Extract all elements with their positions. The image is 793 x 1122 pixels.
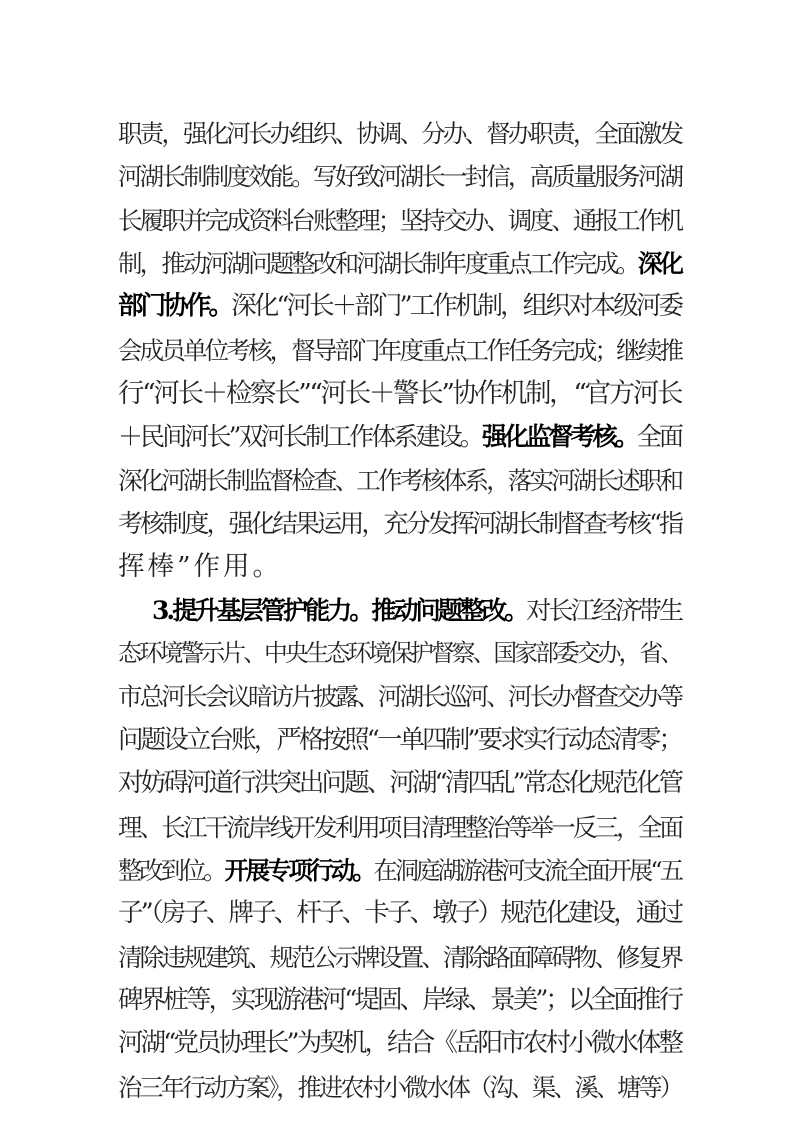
bold-heading-text: 深化 [637,249,682,279]
text-line [118,415,681,458]
body-text: 全面 [636,422,681,452]
text-line [118,242,681,285]
body-text: 制，推动河湖问题整改和河湖长制年度重点工作完成。 [118,249,638,279]
body-text: 职责，强化河长办组织、协调、分办、督办职责，全面激发 [118,119,681,148]
body-text: 整改到位。 [118,855,225,885]
text-line [118,112,681,155]
text-line [118,1022,681,1065]
text-line [118,892,681,935]
text-line [118,589,681,632]
text-line [118,329,681,372]
body-text: 长履职并完成资料台账整理；坚持交办、调度、通报工作机 [118,205,681,235]
bold-heading-text: 开展专项行动。 [224,855,374,885]
body-text: 治三年行动方案》，推进农村小微水体（沟、渠、溪、塘等） [118,1072,681,1102]
body-text: 问题设立台账，严格按照“一单四制”要求实行动态清零； [118,724,681,755]
text-line [118,936,681,979]
text-line [118,719,681,762]
text-line [118,372,681,415]
text-line [118,806,681,849]
bold-heading-text: 3.提升基层管护能力。推动问题整改。 [152,595,527,625]
bold-heading-text: 部门协作。 [118,291,232,322]
text-line [118,502,681,545]
text-line [118,979,681,1022]
body-text: 深化河湖长制监督检查、工作考核体系，落实河湖长述职和 [118,465,681,495]
text-line [118,285,681,328]
text-line [118,675,681,718]
document-body [118,112,681,1109]
body-text: 子”（房子、牌子、杆子、卡子、墩子）规范化建设，通过 [118,898,681,929]
body-text: 对妨碍河道行洪突出问题、河湖“清四乱”常态化规范化管 [118,768,681,799]
body-text: 态环境警示片、中央生态环境保护督察、国家部委交办，省、 [118,639,681,668]
text-line [118,155,681,198]
text-line [118,1066,681,1109]
text-line [118,459,681,502]
body-text: 挥棒”作用。 [118,551,283,583]
text-line [118,762,681,805]
text-line [118,849,681,892]
body-text: 会成员单位考核，督导部门年度重点工作任务完成；继续推 [118,335,681,365]
body-text: 河湖长制制度效能。写好致河湖长一封信，高质量服务河湖 [118,162,681,192]
body-text: 河湖“党员协理长”为契机，结合《岳阳市农村小微水体整 [118,1028,681,1059]
body-text: 理、长江干流岸线开发利用项目清理整治等举一反三，全面 [118,812,681,842]
bold-heading-text: 强化监督考核。 [481,422,637,452]
text-line [118,632,681,675]
body-text: 在洞庭湖游港河支流全面开展“五 [373,855,681,885]
body-text: 考核制度，强化结果运用，充分发挥河湖长制督查考核“指 [118,509,681,539]
body-text: 对长江经济带生 [526,595,681,625]
text-line [118,545,681,588]
body-text: 行“河长＋检察长”“河长＋警长”协作机制，“官方河长 [118,378,681,410]
body-text: 深化“河长＋部门”工作机制，组织对本级河委 [231,291,681,322]
body-text: 市总河长会议暗访片披露、河湖长巡河、河长办督查交办等 [118,682,681,712]
text-line [118,199,681,242]
body-text: 碑界桩等，实现游港河“堤固、岸绿、景美”；以全面推行 [118,984,681,1015]
body-text: ＋民间河长”双河长制工作体系建设。 [118,422,482,452]
body-text: 清除违规建筑、规范公示牌设置、清除路面障碍物、修复界 [118,942,681,972]
